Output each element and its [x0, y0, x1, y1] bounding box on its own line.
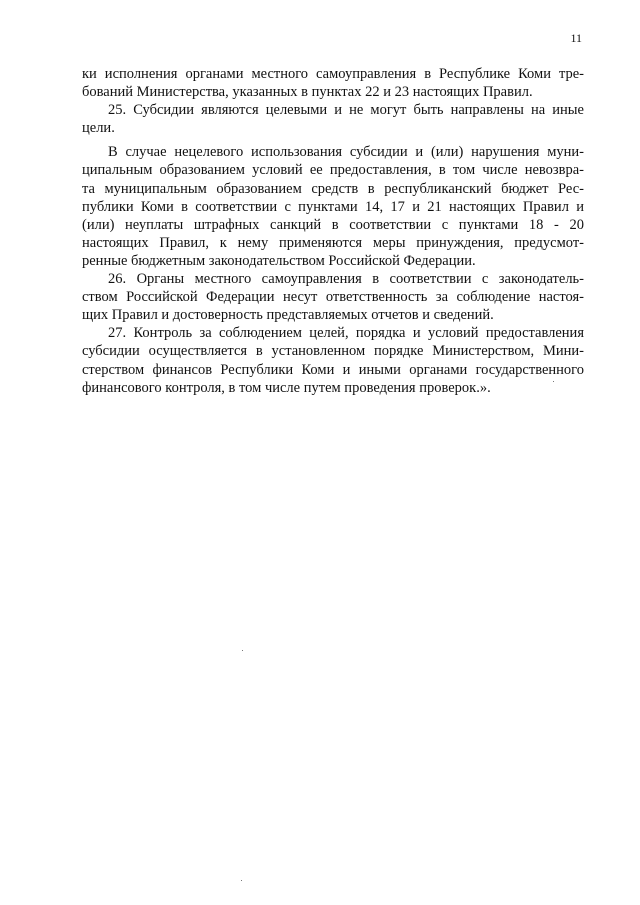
text-line: В случае нецелевого использования субсидии и (или) нарушения муни-: [108, 144, 584, 161]
text-line: финансового контроля, в том числе путем проведения проверок.».: [82, 379, 491, 396]
text-line: (или) неуплаты штрафных санкций в соответствии с пунктами 18 - 20: [82, 216, 584, 233]
text-line: бований Министерства, указанных в пунктах 22 и 23 настоящих Правил.: [82, 84, 533, 101]
text-line: ренные бюджетным законодательством Российской Федерации.: [82, 252, 476, 269]
scan-speck: [241, 880, 242, 881]
text-line: субсидии осуществляется в установленном порядке Министерством, Мини-: [82, 343, 584, 360]
text-line: стерством финансов Республики Коми и иными органами государственного: [82, 361, 584, 378]
text-line: цели.: [82, 120, 115, 137]
text-line: 26. Органы местного самоуправления в соответствии с законодатель-: [108, 271, 584, 288]
text-line: публики Коми в соответствии с пунктами 14, 17 и 21 настоящих Правил и: [82, 198, 584, 215]
document-body: [82, 65, 584, 397]
paragraph-25: [82, 101, 584, 137]
text-line: ципальным образованием условий ее предоставления, в том числе невозвра-: [82, 162, 584, 179]
text-line: ки исполнения органами местного самоуправления в Республике Коми тре-: [82, 66, 584, 82]
text-line: щих Правил и достоверность представляемых отчетов и сведений.: [82, 307, 494, 324]
text-line: настоящих Правил, к нему применяются меры принуждения, предусмот-: [82, 234, 584, 251]
text-line: та муниципальным образованием средств в республиканский бюджет Рес-: [82, 180, 584, 197]
paragraph-continuation: [82, 65, 584, 101]
scan-speck: [242, 650, 243, 651]
paragraph-misuse: [82, 143, 584, 270]
text-line: ством Российской Федерации несут ответственность за соблюдение настоя-: [82, 289, 584, 306]
text-line: 27. Контроль за соблюдением целей, порядка и условий предоставления: [108, 325, 584, 342]
paragraph-27: [82, 324, 584, 396]
paragraph-26: [82, 270, 584, 324]
page-number: 11: [570, 31, 582, 45]
text-line: 25. Субсидии являются целевыми и не могут быть направлены на иные: [108, 102, 584, 119]
scan-speck: [553, 381, 554, 382]
